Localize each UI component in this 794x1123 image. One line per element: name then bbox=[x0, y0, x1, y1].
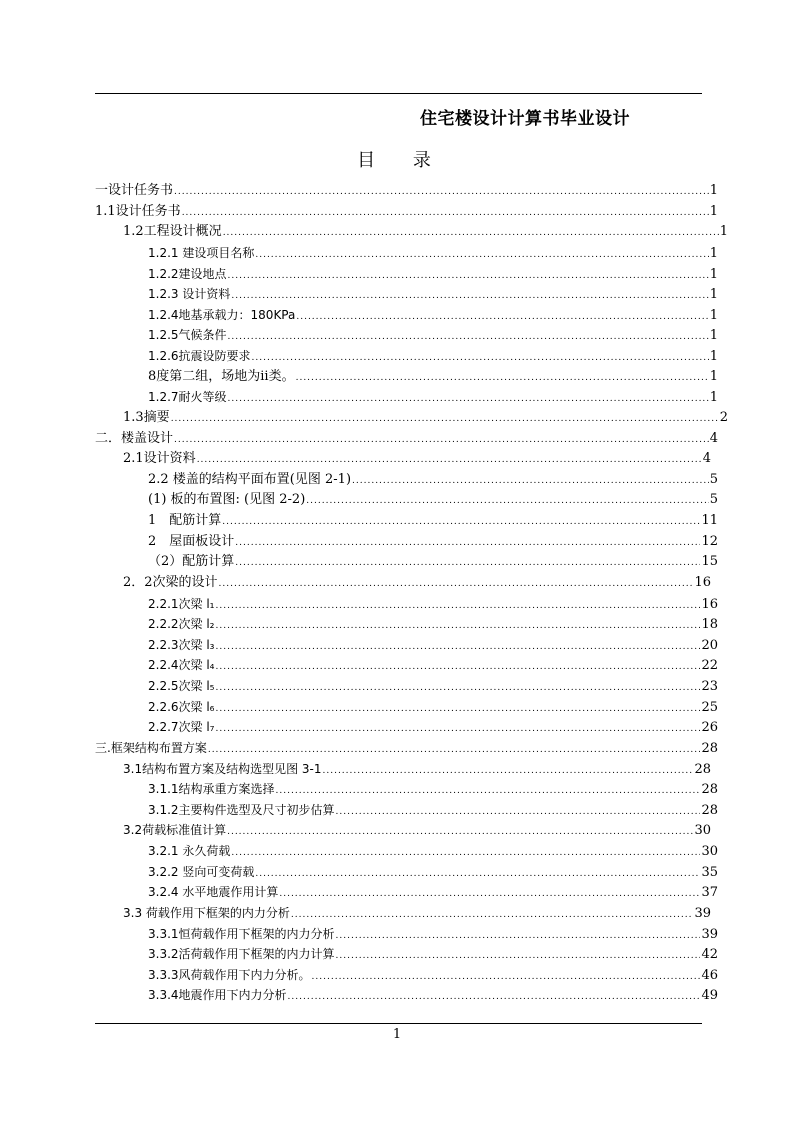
toc-leader-dots bbox=[228, 327, 709, 347]
toc-entry[interactable] bbox=[95, 470, 718, 491]
toc-leader-dots bbox=[255, 864, 700, 884]
toc-entry-text: 1.2.6抗震设防要求 bbox=[148, 349, 251, 363]
toc-entry-text: 1 配筋计算 bbox=[148, 513, 222, 528]
toc-entry[interactable] bbox=[95, 552, 718, 573]
toc-leader-dots bbox=[312, 967, 701, 987]
toc-entry-page: 39 bbox=[694, 905, 711, 921]
toc-leader-dots bbox=[182, 203, 709, 223]
toc-entry[interactable] bbox=[95, 614, 718, 635]
toc-leader-dots bbox=[323, 761, 694, 781]
toc-entry-text: 2.2.1次梁 l₁ bbox=[148, 596, 215, 611]
toc-leader-dots bbox=[235, 553, 700, 573]
toc-entry[interactable] bbox=[95, 882, 718, 903]
toc-entry[interactable] bbox=[95, 532, 718, 553]
toc-entry[interactable] bbox=[95, 284, 718, 305]
toc-entry[interactable] bbox=[95, 490, 718, 511]
toc-entry[interactable] bbox=[95, 202, 718, 223]
toc-entry[interactable] bbox=[95, 511, 718, 532]
toc-entry-page: 35 bbox=[701, 864, 718, 880]
toc-leader-dots bbox=[171, 409, 719, 429]
toc-entry[interactable] bbox=[95, 655, 718, 676]
toc-entry-text: 3.2荷载标准值计算 bbox=[123, 823, 227, 838]
toc-entry-text: 2 屋面板设计 bbox=[148, 533, 235, 549]
toc-entry-page: 5 bbox=[709, 492, 718, 508]
toc-leader-dots bbox=[231, 286, 708, 306]
toc-entry-text: 2.2.6次梁 l₆ bbox=[148, 699, 215, 714]
table-of-contents bbox=[95, 181, 728, 1006]
toc-entry-text: 3.1.1结构承重方案选择 bbox=[148, 782, 275, 797]
toc-entry[interactable] bbox=[95, 944, 718, 965]
toc-leader-dots bbox=[197, 450, 702, 470]
toc-leader-dots bbox=[279, 884, 700, 904]
toc-entry-text: 3.2.2 竖向可变荷载 bbox=[148, 864, 255, 879]
toc-leader-dots bbox=[216, 596, 701, 616]
toc-leader-dots bbox=[216, 678, 701, 698]
toc-leader-dots bbox=[174, 182, 709, 202]
toc-entry-page: 5 bbox=[709, 471, 718, 487]
toc-entry-page: 12 bbox=[701, 533, 718, 549]
toc-entry-text: 1.2工程设计概况 bbox=[123, 224, 222, 240]
toc-leader-dots bbox=[216, 616, 701, 636]
toc-entry[interactable] bbox=[95, 924, 718, 945]
toc-entry-text: 二．楼盖设计 bbox=[95, 430, 174, 446]
toc-entry-text: 2.2.7次梁 l₇ bbox=[148, 720, 215, 735]
toc-entry-page: 30 bbox=[694, 823, 711, 839]
toc-entry[interactable] bbox=[95, 264, 718, 285]
toc-entry-page: 11 bbox=[701, 513, 718, 528]
toc-entry-text: 1.2.2建设地点 bbox=[148, 266, 227, 281]
toc-leader-dots bbox=[216, 719, 701, 739]
toc-entry[interactable] bbox=[95, 429, 718, 450]
toc-entry-page: 1 bbox=[709, 266, 718, 282]
toc-entry-text: 2.2.3次梁 l₃ bbox=[148, 637, 215, 652]
toc-entry[interactable] bbox=[95, 759, 711, 780]
toc-entry[interactable] bbox=[95, 965, 718, 986]
toc-leader-dots bbox=[252, 348, 709, 368]
toc-entry[interactable] bbox=[95, 346, 718, 367]
toc-entry-page: 1 bbox=[709, 368, 718, 384]
toc-leader-dots bbox=[336, 946, 701, 966]
toc-leader-dots bbox=[336, 926, 701, 946]
toc-entry-page: 22 bbox=[701, 658, 718, 674]
toc-entry[interactable] bbox=[95, 717, 718, 738]
footer-rule bbox=[95, 1023, 702, 1024]
toc-entry-page: 1 bbox=[709, 203, 718, 219]
toc-entry-page: 1 bbox=[709, 307, 718, 323]
toc-entry-text: 1.2.3 设计资料 bbox=[148, 287, 231, 302]
toc-entry[interactable] bbox=[95, 820, 711, 841]
toc-entry-text: （2）配筋计算 bbox=[148, 554, 235, 570]
toc-entry-text: 1.2.7耐火等级 bbox=[148, 390, 227, 405]
toc-entry-text: (1) 板的布置图: (见图 2-2) bbox=[148, 492, 306, 508]
toc-leader-dots bbox=[306, 491, 708, 511]
toc-leader-dots bbox=[231, 843, 700, 863]
toc-entry-text: 3.3.4地震作用下内力分析 bbox=[148, 988, 287, 1003]
toc-entry-page: 28 bbox=[701, 802, 718, 818]
toc-entry[interactable] bbox=[95, 697, 718, 718]
toc-leader-dots bbox=[222, 512, 700, 532]
toc-entry-text: 1.3摘要 bbox=[123, 409, 170, 425]
toc-entry-page: 28 bbox=[701, 782, 718, 798]
toc-entry-page: 25 bbox=[701, 699, 718, 715]
toc-entry-page: 1 bbox=[709, 390, 718, 406]
toc-entry-text: 1.2.4地基承载力：180KPa bbox=[148, 307, 296, 322]
toc-entry-page: 16 bbox=[694, 574, 711, 590]
toc-entry-text: 2.2.2次梁 l₂ bbox=[148, 617, 215, 632]
toc-entry-page: 1 bbox=[709, 183, 718, 198]
document-title: 住宅楼设计计算书毕业设计 bbox=[420, 109, 630, 129]
toc-entry[interactable] bbox=[95, 862, 718, 883]
toc-entry[interactable] bbox=[95, 181, 718, 202]
toc-leader-dots bbox=[336, 802, 701, 822]
header-rule bbox=[95, 93, 702, 94]
toc-entry-text: 1.1设计任务书 bbox=[95, 203, 181, 219]
toc-entry-page: 28 bbox=[701, 740, 718, 756]
toc-leader-dots bbox=[174, 430, 709, 450]
toc-leader-dots bbox=[228, 389, 709, 409]
toc-leader-dots bbox=[288, 987, 701, 1007]
toc-entry-page: 42 bbox=[701, 947, 718, 963]
page-number: 1 bbox=[392, 1027, 402, 1042]
toc-entry-text: 3.3 荷载作用下框架的内力分析 bbox=[123, 905, 290, 920]
toc-leader-dots bbox=[227, 822, 693, 842]
toc-leader-dots bbox=[291, 905, 694, 925]
toc-entry[interactable] bbox=[95, 903, 711, 924]
toc-entry-page: 1 bbox=[709, 245, 718, 261]
toc-entry[interactable] bbox=[95, 738, 718, 759]
toc-entry-page: 2 bbox=[719, 409, 728, 425]
toc-entry-page: 26 bbox=[701, 720, 718, 736]
toc-entry-text: 2.2.5次梁 l₅ bbox=[148, 679, 215, 693]
toc-entry-page: 20 bbox=[701, 637, 718, 653]
toc-entry-text: 3.3.1恒荷载作用下框架的内力分析 bbox=[148, 926, 335, 941]
toc-leader-dots bbox=[296, 307, 708, 327]
toc-entry-page: 4 bbox=[702, 451, 711, 467]
toc-entry-page: 39 bbox=[701, 926, 718, 942]
toc-entry-page: 23 bbox=[701, 679, 718, 694]
toc-entry-text: 3.2.1 永久荷载 bbox=[148, 844, 231, 858]
toc-leader-dots bbox=[223, 223, 719, 243]
toc-entry-page: 49 bbox=[701, 988, 718, 1004]
toc-entry-text: 3.1.2主要构件选型及尺寸初步估算 bbox=[148, 802, 335, 817]
toc-entry-text: 1.2.1 建设项目名称 bbox=[148, 245, 255, 260]
toc-entry[interactable] bbox=[95, 779, 718, 800]
toc-entry[interactable] bbox=[95, 449, 711, 470]
toc-entry-text: 3.3.2活荷载作用下框架的内力计算 bbox=[148, 947, 335, 962]
toc-entry[interactable] bbox=[95, 367, 718, 388]
toc-entry-page: 1 bbox=[719, 224, 728, 240]
toc-entry-text: 2.2 楼盖的结构平面布置(见图 2-1) bbox=[148, 471, 352, 487]
toc-leader-dots bbox=[228, 266, 709, 286]
toc-entry-page: 1 bbox=[709, 349, 718, 364]
toc-leader-dots bbox=[296, 368, 709, 388]
toc-entry-text: 3.3.3风荷载作用下内力分析。 bbox=[148, 967, 311, 982]
toc-entry[interactable] bbox=[95, 243, 718, 264]
toc-entry-text: 8度第二组，场地为ii类。 bbox=[148, 368, 295, 384]
toc-leader-dots bbox=[276, 781, 701, 801]
toc-entry-text: 2.2.4次梁 l₄ bbox=[148, 658, 215, 673]
toc-entry-page: 30 bbox=[701, 844, 718, 859]
toc-entry[interactable] bbox=[95, 305, 718, 326]
toc-entry[interactable] bbox=[95, 635, 718, 656]
toc-entry[interactable] bbox=[95, 387, 718, 408]
toc-leader-dots bbox=[216, 637, 701, 657]
toc-entry[interactable] bbox=[95, 408, 728, 429]
toc-leader-dots bbox=[208, 740, 701, 760]
toc-entry[interactable] bbox=[95, 800, 718, 821]
toc-entry-text: 2.1设计资料 bbox=[123, 451, 196, 467]
toc-leader-dots bbox=[219, 574, 694, 594]
toc-entry[interactable] bbox=[95, 325, 718, 346]
toc-entry[interactable] bbox=[95, 841, 718, 862]
toc-entry-page: 37 bbox=[701, 885, 718, 901]
toc-entry-text: 一设计任务书 bbox=[95, 183, 174, 198]
toc-entry-page: 46 bbox=[701, 967, 718, 983]
toc-entry-page: 1 bbox=[709, 328, 718, 344]
toc-leader-dots bbox=[352, 471, 709, 491]
toc-leader-dots bbox=[216, 657, 701, 677]
toc-leader-dots bbox=[216, 699, 701, 719]
toc-entry-page: 28 bbox=[694, 761, 711, 777]
toc-entry-page: 4 bbox=[709, 430, 718, 446]
toc-entry[interactable] bbox=[95, 573, 711, 594]
toc-entry-text: 3.2.4 水平地震作用计算 bbox=[148, 885, 279, 900]
toc-entry[interactable] bbox=[95, 676, 718, 697]
toc-entry-page: 18 bbox=[701, 617, 718, 633]
toc-entry-page: 1 bbox=[709, 287, 718, 303]
toc-entry[interactable] bbox=[95, 985, 718, 1006]
toc-entry[interactable] bbox=[95, 222, 728, 243]
toc-entry-text: 2．2次梁的设计 bbox=[123, 574, 218, 590]
toc-entry-page: 15 bbox=[701, 554, 718, 570]
toc-entry-page: 16 bbox=[701, 596, 718, 612]
toc-entry-text: 3.1结构布置方案及结构选型见图 3-1 bbox=[123, 761, 322, 776]
toc-leader-dots bbox=[235, 533, 700, 553]
toc-entry-text: 1.2.5气候条件 bbox=[148, 328, 227, 343]
toc-entry-text: 三.框架结构布置方案 bbox=[95, 740, 207, 755]
toc-entry[interactable] bbox=[95, 594, 718, 615]
toc-leader-dots bbox=[255, 245, 708, 265]
toc-heading: 目 录 bbox=[357, 150, 447, 171]
